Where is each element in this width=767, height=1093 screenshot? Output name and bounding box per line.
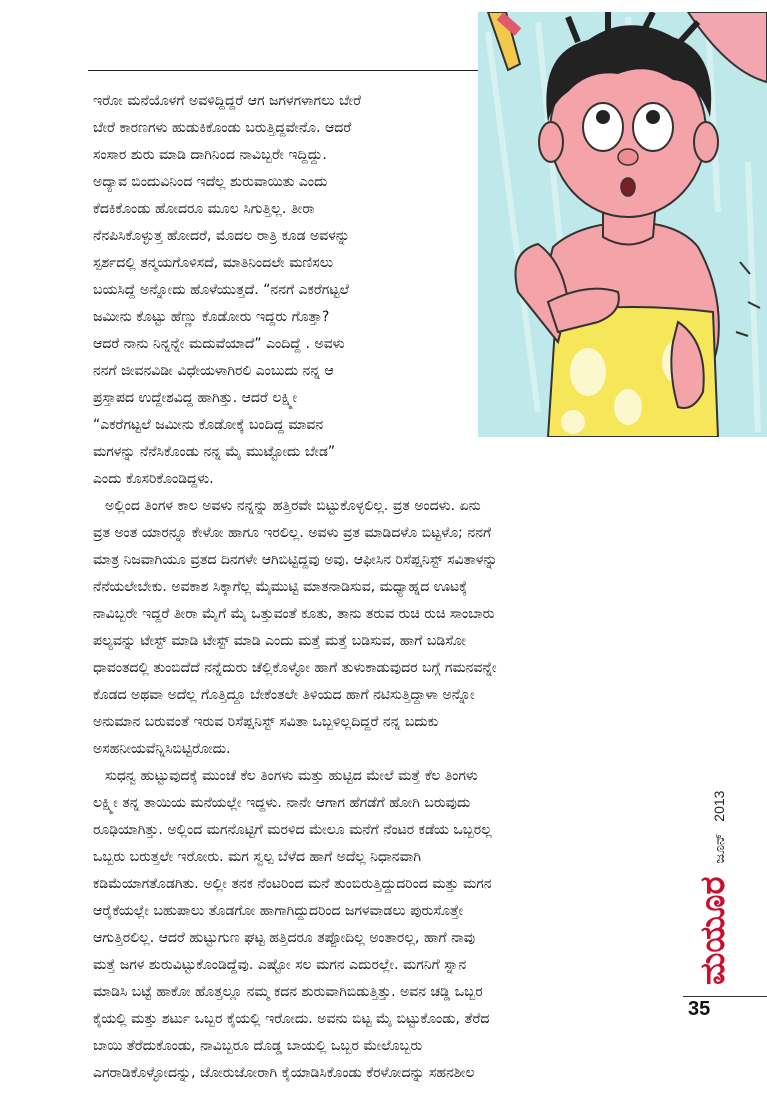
- text-line: ಮಗಳನ್ನು ನೆನೆಸಿಕೊಂಡು ನನ್ನ ಮೈ ಮುಟ್ಟೋದು ಬೇಡ”: [93, 444, 336, 460]
- text-line: ಪ್ರಸ್ತಾಪದ ಉದ್ದೇಶವಿದ್ದ ಹಾಗಿತ್ತು. ಆದರೆ ಲಕ್ಷ್ಮೀ: [93, 390, 298, 406]
- text-line: ಲಕ್ಷ್ಮೀ ತನ್ನ ತಾಯಿಯ ಮನೆಯಲ್ಲೇ ಇದ್ದಳು. ನಾನೇ ಆಗಾಗ ಹೆಗಡೆಗೆ ಹೋಗಿ ಬರುವುದು: [93, 795, 471, 811]
- text-line: ನನಗೆ ಜೀವನವಿಡೀ ವಿಧೇಯಳಾಗಿರಲಿ ಎಂಬುದು ನನ್ನ ಆ: [93, 363, 334, 379]
- text-line: ಜಮೀನು ಕೊಟ್ಟು ಹೆಣ್ಣು ಕೊಡೋರು ಇದ್ದರು ಗೊತ್ತಾ?: [93, 309, 330, 325]
- text-line: ಸ್ಪರ್ಶದಲ್ಲಿ ತನ್ಮಯಗೊಳಿಸದೆ, ಮಾತಿನಿಂದಲೇ ಮಣಿಸಲು: [93, 255, 334, 271]
- text-line: ಆರೈಕೆಯಲ್ಲೇ ಬಹುಪಾಲು ತೊಡಗೋ ಹಾಗಾಗಿದ್ದುದರಿಂದ ಜಗಳವಾಡಲು ಪುರುಸೊತ್ತೇ: [93, 903, 464, 919]
- text-line: ಸಂಸಾರ ಶುರು ಮಾಡಿ ದಾಗಿನಿಂದ ನಾವಿಬ್ಬರೇ ಇದ್ದಿದ್ದು.: [93, 147, 327, 163]
- text-line: ನೆನಪಿಸಿಕೊಳ್ಳುತ್ತ ಹೋದರೆ, ಮೊದಲ ರಾತ್ರಿ ಕೂಡ ಅವಳನ್ನು: [93, 228, 350, 244]
- page-number: 35: [688, 998, 711, 1020]
- issue-year: 2013: [711, 790, 727, 822]
- text-line: ಅದ್ಯಾವ ಬಿಂದುವಿನಿಂದ ಇದೆಲ್ಲ ಶುರುವಾಯಿತು ಎಂದು: [93, 174, 328, 190]
- text-line: ಕೈಯಲ್ಲಿ ಮತ್ತು ಶರ್ಟು ಒಬ್ಬರ ಕೈಯಲ್ಲಿ ಇರೋದು. ಅವನು ಬಿಟ್ಟ ಮೈ ಬಿಟ್ಟುಕೊಂಡು, ತೆರೆದ: [93, 1011, 490, 1027]
- text-line: ಎಗರಾಡಿಕೊಳ್ಳೋದನ್ನು, ಜೋರುಜೋರಾಗಿ ಕೈಯಾಡಿಸಿಕೊಂಡು ಕೆರಳೋದನ್ನು ಸಹನಶೀಲ: [93, 1065, 475, 1081]
- text-line: ಕೊಡದ ಅಥವಾ ಅದೆಲ್ಲ ಗೊತ್ತಿದ್ದೂ ಬೇಕೆಂತಲೇ ತಿಳಿಯದ ಹಾಗೆ ನಟಿಸುತ್ತಿದ್ದಾಳಾ ಅನ್ನೋ: [93, 687, 475, 703]
- text-line: ಆಗುತ್ತಿರಲಿಲ್ಲ. ಆದರೆ ಹುಟ್ಟುಗುಣ ಘಟ್ಟ ಹತ್ತಿದರೂ ತಪ್ಪೋದಿಲ್ಲ ಅಂತಾರಲ್ಲ, ಹಾಗೆ ನಾವು: [93, 930, 476, 946]
- magazine-masthead: [694, 780, 734, 985]
- text-line: ನೆನೆಯಲೇಬೇಕು. ಅವಕಾಶ ಸಿಕ್ಕಾಗೆಲ್ಲ ಮೈಮುಟ್ಟಿ ಮಾತನಾಡಿಸುವ, ಮಧ್ಯಾಹ್ನದ ಊಟಕ್ಕೆ: [93, 579, 468, 595]
- text-line: ಅನುಮಾನ ಬರುವಂತೆ ಇರುವ ರಿಸೆಪ್ಷನಿಸ್ಟ್ ಸವಿತಾ ಒಬ್ಬಳಿಲ್ಲದಿದ್ದರೆ ನನ್ನ ಬದುಕು: [93, 714, 439, 730]
- text-line: “ಎಕರೆಗಟ್ಟಲೆ ಜಮೀನು ಕೊಡೋಕ್ಕೆ ಬಂದಿದ್ದ ಮಾವನ: [93, 417, 324, 433]
- text-line: ಮತ್ತೆ ಜಗಳ ಶುರುವಿಟ್ಟುಕೊಂಡಿದ್ದೆವು. ಎಷ್ಟೋ ಸಲ ಮಗನ ಎದುರಲ್ಲೇ. ಮಗನಿಗೆ ಸ್ನಾನ: [93, 957, 467, 973]
- text-line: ಧಾವಂತದಲ್ಲಿ ತುಂಬಿದೆದೆ ನನ್ನೆದುರು ಚೆಲ್ಲಿಕೊಳ್ಳೋ ಹಾಗೆ ತುಳುಕಾಡುವುದರ ಬಗ್ಗೆ ಗಮನವನ್ನೇ: [93, 660, 497, 676]
- text-line: ಬೇರೆ ಕಾರಣಗಳು ಹುಡುಕಿಕೊಂಡು ಬರುತ್ತಿದ್ದವೇನೊ. ಆದರೆ: [93, 120, 352, 136]
- text-line: ಅಲ್ಲಿಂದ ತಿಂಗಳ ಕಾಲ ಅವಳು ನನ್ನನ್ನು ಹತ್ತಿರವೇ ಬಿಟ್ಟುಕೊಳ್ಳಲಿಲ್ಲ. ವ್ರತ ಅಂದಳು. ಏನು: [105, 498, 481, 514]
- text-line: ಅಸಹನೀಯವೆನ್ನಿಸಿಬಿಟ್ಟಿರೋದು.: [93, 741, 231, 757]
- text-line: ಮಾತ್ರ ನಿಜವಾಗಿಯೂ ವ್ರತದ ದಿನಗಳೇ ಆಗಿಬಿಟ್ಟಿದ್ದವು ಅವು. ಆಫೀಸಿನ ರಿಸೆಪ್ಷನಿಸ್ಟ್ ಸವಿತಾಳನ್ನು: [93, 552, 498, 568]
- text-line: ಆದರೆ ನಾನು ನಿನ್ನನ್ನೇ ಮದುವೆಯಾದೆ” ಎಂದಿದ್ದೆ . ಅವಳು: [93, 336, 345, 352]
- text-line: ರೂಢಿಯಾಗಿತ್ತು. ಅಲ್ಲಿಂದ ಮಗನೊಟ್ಟಿಗೆ ಮರಳಿದ ಮೇಲೂ ಮನೆಗೆ ನೆಂಟರ ಕಡೆಯ ಒಬ್ಬರಲ್ಲ: [93, 822, 492, 838]
- text-line: ನಾವಿಬ್ಬರೇ ಇದ್ದರೆ ತೀರಾ ಮೈಗೆ ಮೈ ಒತ್ತುವಂತೆ ಕೂತು, ತಾನು ತರುವ ರುಚಿ ರುಚಿ ಸಾಂಬಾರು: [93, 606, 495, 622]
- text-line: ಮಾಡಿಸಿ ಬಟ್ಟೆ ಹಾಕೋ ಹೊತ್ತಲ್ಲೂ ನಮ್ಮ ಕದನ ಶುರುವಾಗಿಬಿಡುತ್ತಿತ್ತು. ಅವನ ಚಡ್ಡಿ ಒಬ್ಬರ: [93, 984, 483, 1000]
- text-line: ಬಾಯಿ ತೆರೆದುಕೊಂಡು, ನಾವಿಬ್ಬರೂ ದೊಡ್ಡ ಬಾಯಲ್ಲಿ ಒಬ್ಬರ ಮೇಲೊಬ್ಬರು: [93, 1038, 423, 1054]
- text-line: ಇರೋ ಮನೆಯೊಳಗೆ ಅವಳಿದ್ದಿದ್ದರೆ ಆಗ ಜಗಳಗಳಾಗಲು ಬೇರೆ: [93, 93, 362, 109]
- text-line: ಪಲ್ಯವನ್ನು ಟೇಸ್ಟ್ ಮಾಡಿ ಟೇಸ್ಟ್ ಮಾಡಿ ಎಂದು ಮತ್ತೆ ಮತ್ತೆ ಬಡಿಸುವ, ಹಾಗೆ ಬಡಿಸೋ: [93, 633, 466, 649]
- text-line: ಬಯಸಿದ್ದೆ ಅನ್ನೋದು ಹೊಳೆಯುತ್ತದೆ. “ನನಗೆ ಎಕರೆಗಟ್ಟಲೆ: [93, 282, 350, 298]
- text-line: ಕೆದಕಿಕೊಂಡು ಹೋದರೂ ಮೂಲ ಸಿಗುತ್ತಿಲ್ಲ. ತೀರಾ: [93, 201, 315, 217]
- text-line: ವ್ರತ ಅಂತ ಯಾರನ್ನೂ ಕೇಳೋ ಹಾಗೂ ಇರಲಿಲ್ಲ. ಅವಳು ವ್ರತ ಮಾಡಿದಳೊ ಬಿಟ್ಟಳೊ; ನನಗೆ: [93, 525, 492, 541]
- text-line: ಕಡಿಮೆಯಾಗತೊಡಗಿತು. ಅಲ್ಲೀ ತನಕ ನೆಂಟರಿಂದ ಮನೆ ತುಂಬಿರುತ್ತಿದ್ದುದರಿಂದ ಮತ್ತು ಮಗನ: [93, 876, 492, 892]
- text-line: ಒಬ್ಬರು ಬರುತ್ತಲೇ ಇರೋರು. ಮಗ ಸ್ವಲ್ಪ ಬೆಳೆದ ಹಾಗೆ ಅದೆಲ್ಲ ನಿಧಾನವಾಗಿ: [93, 849, 422, 865]
- magazine-logo: ಮಯೂರ: [693, 876, 733, 985]
- text-line: ಸುಧನ್ವ ಹುಟ್ಟುವುದಕ್ಕೆ ಮುಂಚೆ ಕೆಲ ತಿಂಗಳು ಮತ್ತು ಹುಟ್ಟಿದ ಮೇಲೆ ಮತ್ತೆ ಕೆಲ ತಿಂಗಳು: [105, 768, 478, 784]
- masthead-rotated: [694, 791, 739, 985]
- text-line: ಎಂದು ಕೊಸರಿಕೊಂಡಿದ್ದಳು.: [93, 471, 214, 487]
- issue-month: ಜೂನ್: [712, 832, 728, 864]
